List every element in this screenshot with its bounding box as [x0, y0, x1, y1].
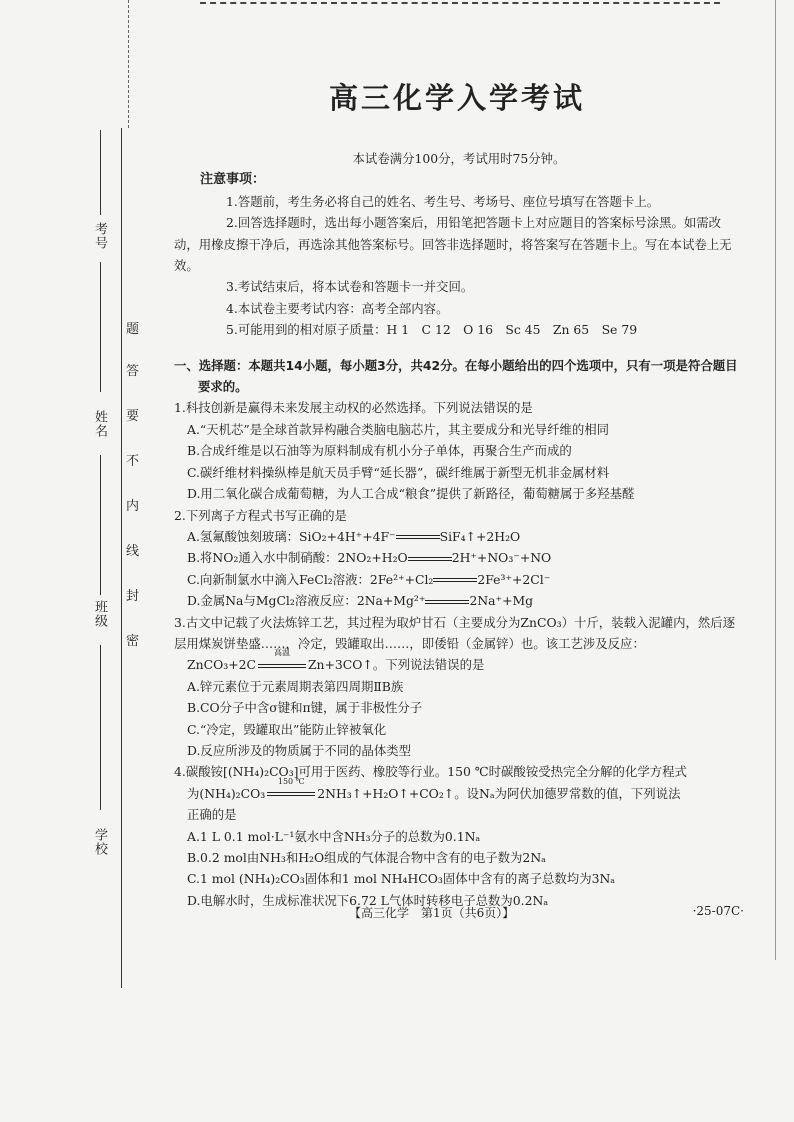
reaction-equation — [174, 776, 744, 804]
question-3 — [174, 612, 744, 762]
question-4 — [174, 761, 744, 911]
section-heading: 一、选择题：本题共14小题，每小题3分，共42分。在每小题给出的四个选项中，只有一项是符合题目要求的。 — [174, 357, 738, 395]
equation-right: 2H⁺+NO₃⁻+NO — [451, 550, 552, 566]
option: A.1 L 0.1 mol·L⁻¹氨水中含NH₃分子的总数为0.1Nₐ — [187, 828, 481, 844]
equation-right: 2NH₃↑+H₂O↑+CO₂↑。设Nₐ为阿伏加德罗常数的值，下列说法 — [317, 785, 681, 801]
seal-char: 要 — [126, 409, 140, 424]
option: D.用二氧化碳合成葡萄糖，为人工合成“粮食”提供了新路径，葡萄糖属于多羟基醛 — [187, 486, 635, 502]
equals-sign — [396, 535, 440, 539]
question-stem: 4.碳酸铵[(NH₄)₂CO₃]可用于医药、橡胶等行业。150 ℃时碳酸铵受热完全分解的化学方程式 — [174, 764, 687, 780]
equals-sign — [433, 578, 477, 582]
seal-char: 不 — [126, 454, 140, 469]
name-blank-top — [100, 262, 101, 392]
equation-left: ZnCO₃+2C — [187, 657, 256, 673]
seal-char: 答 — [126, 364, 140, 379]
option — [174, 526, 744, 547]
equals-sign — [408, 557, 452, 561]
question-stem: 2.下列离子方程式书写正确的是 — [174, 507, 347, 523]
equation-right: SiF₄↑+2H₂O — [439, 528, 521, 544]
question-stem: 3.古文中记载了火法炼锌工艺，其过程为取炉甘石（主要成分为ZnCO₃）十斤，装载入泥罐内，然后逐层用煤炭饼垫盛……，冷定，毁罐取出……，即倭铅（金属锌）也。该工艺涉及反应： — [174, 614, 736, 651]
notice-item: 1.答题前，考生务必将自己的姓名、考生号、考场号、座位号填写在答题卡上。 — [226, 193, 660, 209]
notice-heading: 注意事项： — [200, 172, 266, 188]
notice-item: 3.考试结束后，将本试卷和答题卡一并交回。 — [226, 279, 474, 295]
question-1 — [174, 397, 744, 504]
reaction-condition — [256, 648, 308, 675]
reaction-condition — [265, 776, 317, 804]
exam-content — [174, 148, 744, 911]
school-label: 学校 — [92, 828, 107, 856]
notice-item: 4.本试卷主要考试内容：高考全部内容。 — [226, 300, 449, 316]
name-label: 姓名 — [92, 410, 107, 438]
equation-right: Zn+3CO↑。下列说法错误的是 — [307, 657, 485, 673]
notice-item: 5.可能用到的相对原子质量：H 1 C 12 O 16 Sc 45 Zn 65 Se 79 — [226, 322, 638, 338]
reaction-equation — [174, 648, 744, 675]
equation-left: B.将NO₂通入水中制硝酸：2NO₂+H₂O — [187, 550, 408, 566]
equation-left: C.向新制氯水中滴入FeCl₂溶液：2Fe²⁺+Cl₂ — [187, 571, 434, 587]
option: C.“冷定，毁罐取出”能防止锌被氧化 — [187, 721, 387, 737]
equation-right: 2Fe³⁺+2Cl⁻ — [477, 571, 551, 587]
page-number: 【高三化学 第1页（共6页）】 — [349, 906, 515, 920]
equation-left: A.氢氟酸蚀刻玻璃：SiO₂+4H⁺+4F⁻ — [187, 528, 396, 544]
option: D.电解水时，生成标准状况下6.72 L气体时转移电子总数为0.2Nₐ — [187, 892, 549, 908]
condition-label: 高温 — [273, 648, 290, 658]
option: C.碳纤维材料操纵棒是航天员手臂“延长器”，碳纤维属于新型无机非金属材料 — [187, 464, 610, 480]
equals-sign — [267, 792, 315, 796]
equation-right: 2Na⁺+Mg — [469, 593, 534, 609]
seal-char: 封 — [126, 589, 140, 604]
equation-left: D.金属Na与MgCl₂溶液反应：2Na+Mg²⁺ — [187, 593, 426, 609]
equation-left: 为(NH₄)₂CO₃ — [187, 785, 266, 801]
school-blank-top — [100, 645, 101, 810]
option: B.合成纤维是以石油等为原料制成有机小分子单体，再聚合生产而成的 — [187, 443, 572, 459]
candidate-number-label: 考号 — [92, 222, 107, 250]
binding-line — [121, 128, 122, 988]
option — [174, 569, 744, 590]
question-stem: 1.科技创新是赢得未来发展主动权的必然选择。下列说法错误的是 — [174, 400, 533, 416]
option: B.CO分子中含σ键和π键，属于非极性分子 — [187, 700, 423, 716]
notice-item: 2.回答选择题时，选出每小题答案后，用铅笔把答题卡上对应题目的答案标号涂黑。如需改动，用橡皮擦干净后，再选涂其他答案标号。回答非选择题时，将答案写在答题卡上。写在本试卷上无效。 — [174, 215, 732, 274]
class-label: 班级 — [92, 600, 107, 628]
option: D.反应所涉及的物质属于不同的晶体类型 — [187, 742, 412, 758]
seal-char: 密 — [126, 634, 140, 649]
question-stem-end: 正确的是 — [187, 807, 237, 823]
page-edge-line — [775, 0, 776, 960]
equals-sign — [258, 664, 306, 668]
top-dashed-rule — [200, 2, 720, 4]
option — [174, 590, 744, 611]
equals-sign — [425, 600, 469, 604]
candidate-number-blank — [100, 130, 101, 215]
exam-code: ·25-07C· — [692, 904, 744, 918]
option — [174, 547, 744, 568]
question-2 — [174, 505, 744, 612]
exam-intro: 本试卷满分100分，考试用时75分钟。 — [352, 151, 566, 166]
seal-char: 内 — [126, 499, 140, 514]
class-blank-top — [100, 455, 101, 595]
option: A.“天机芯”是全球首款异构融合类脑电脑芯片，其主要成分和光导纤维的相同 — [187, 421, 610, 437]
seal-char: 线 — [126, 544, 140, 559]
option: B.0.2 mol由NH₃和H₂O组成的气体混合物中含有的电子数为2Nₐ — [187, 850, 546, 865]
seal-char: 题 — [126, 322, 140, 337]
condition-label: 150 ℃ — [277, 776, 305, 786]
option: A.锌元素位于元素周期表第四周期ⅡB族 — [187, 678, 404, 694]
exam-title: 高三化学入学考试 — [328, 81, 585, 115]
option: C.1 mol (NH₄)₂CO₃固体和1 mol NH₄HCO₃固体中含有的离子总数均为3Nₐ — [187, 871, 616, 887]
